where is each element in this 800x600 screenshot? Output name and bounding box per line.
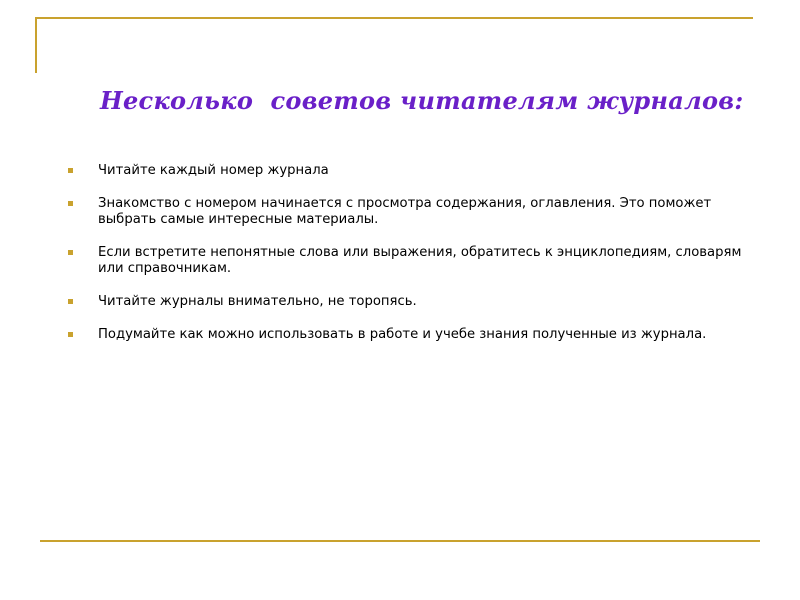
- list-item: [68, 245, 748, 277]
- top-rule: [35, 17, 753, 19]
- left-rule: [35, 17, 37, 73]
- list-item: [68, 163, 748, 179]
- bullet-text: Знакомство с номером начинается с просмотра содержания, оглавления. Это поможет выбрать самые интересные материалы.: [98, 196, 712, 227]
- square-bullet-icon: [68, 299, 73, 304]
- slide-title: Несколько советов читателям журналов:: [100, 86, 744, 115]
- bullet-text: Подумайте как можно использовать в работе и учебе знания полученные из журнала.: [98, 327, 707, 342]
- bullet-text: Если встретите непонятные слова или выражения, обратитесь к энциклопедиям, словарям или справочникам.: [98, 245, 742, 276]
- list-item: [68, 294, 748, 310]
- square-bullet-icon: [68, 332, 73, 337]
- bullet-list: [68, 163, 748, 360]
- square-bullet-icon: [68, 250, 73, 255]
- bullet-text: Читайте журналы внимательно, не торопясь.: [98, 294, 417, 309]
- bullet-text: Читайте каждый номер журнала: [98, 163, 329, 178]
- square-bullet-icon: [68, 201, 73, 206]
- square-bullet-icon: [68, 168, 73, 173]
- bottom-rule: [40, 540, 760, 542]
- list-item: [68, 327, 748, 343]
- list-item: [68, 196, 748, 228]
